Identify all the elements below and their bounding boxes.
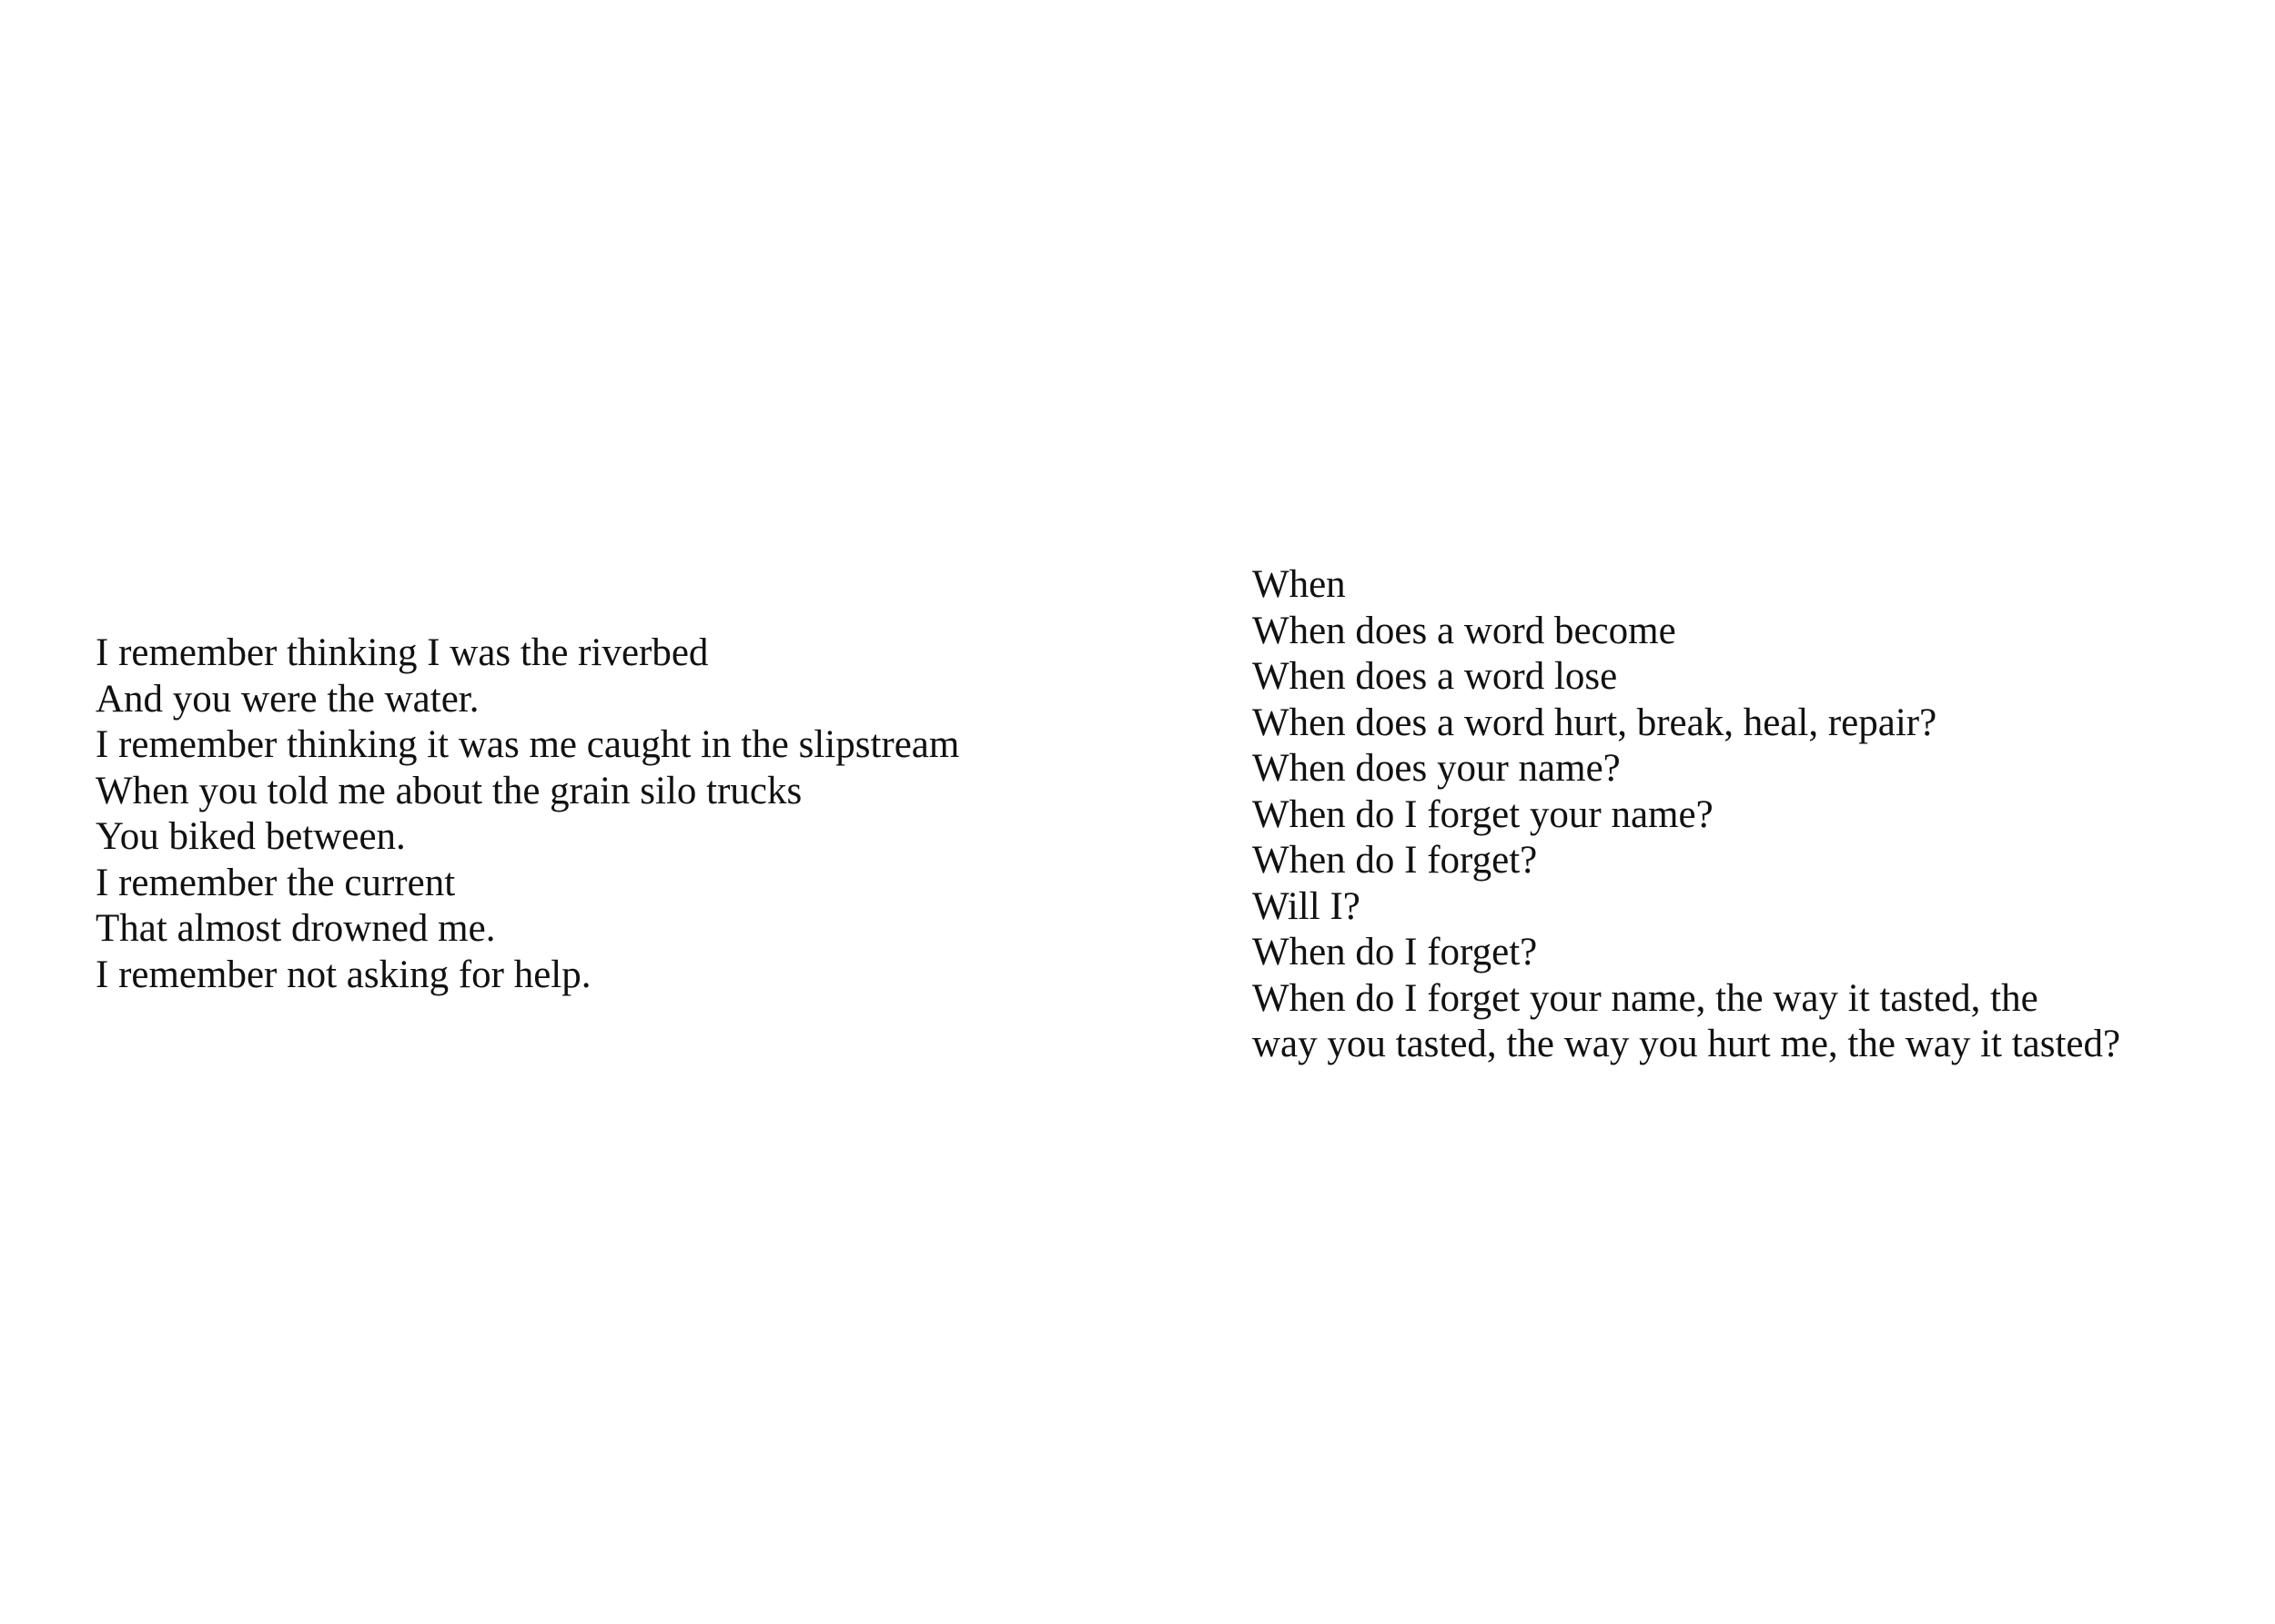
poem-line: That almost drowned me. xyxy=(96,907,496,950)
poem-line: Will I? xyxy=(1252,884,1360,928)
poem-right xyxy=(1252,562,2120,1068)
poem-line: I remember thinking it was me caught in the slipstream xyxy=(96,723,960,766)
poem-line: I remember not asking for help. xyxy=(96,953,592,996)
poem-line: way you tasted, the way you hurt me, the way it tasted? xyxy=(1252,1023,2121,1065)
poem-line: When does your name? xyxy=(1252,747,1621,790)
poem-line: When does a word become xyxy=(1252,609,1676,652)
poem-line: When do I forget? xyxy=(1252,839,1538,882)
poem-line: I remember the current xyxy=(96,861,456,904)
poem-line: And you were the water. xyxy=(96,677,480,721)
poem-line: I remember thinking I was the riverbed xyxy=(96,631,709,674)
poem-left xyxy=(96,630,959,998)
poem-line: When does a word lose xyxy=(1252,655,1618,698)
poem-line: When xyxy=(1252,563,1346,606)
poem-line: When you told me about the grain silo trucks xyxy=(96,769,803,812)
poem-line: When do I forget your name? xyxy=(1252,792,1714,836)
poem-line: When does a word hurt, break, heal, repair? xyxy=(1252,701,1937,744)
poem-line: When do I forget your name, the way it tasted, the xyxy=(1252,976,2038,1020)
poem-line: When do I forget? xyxy=(1252,931,1538,973)
poem-line: You biked between. xyxy=(96,815,406,858)
